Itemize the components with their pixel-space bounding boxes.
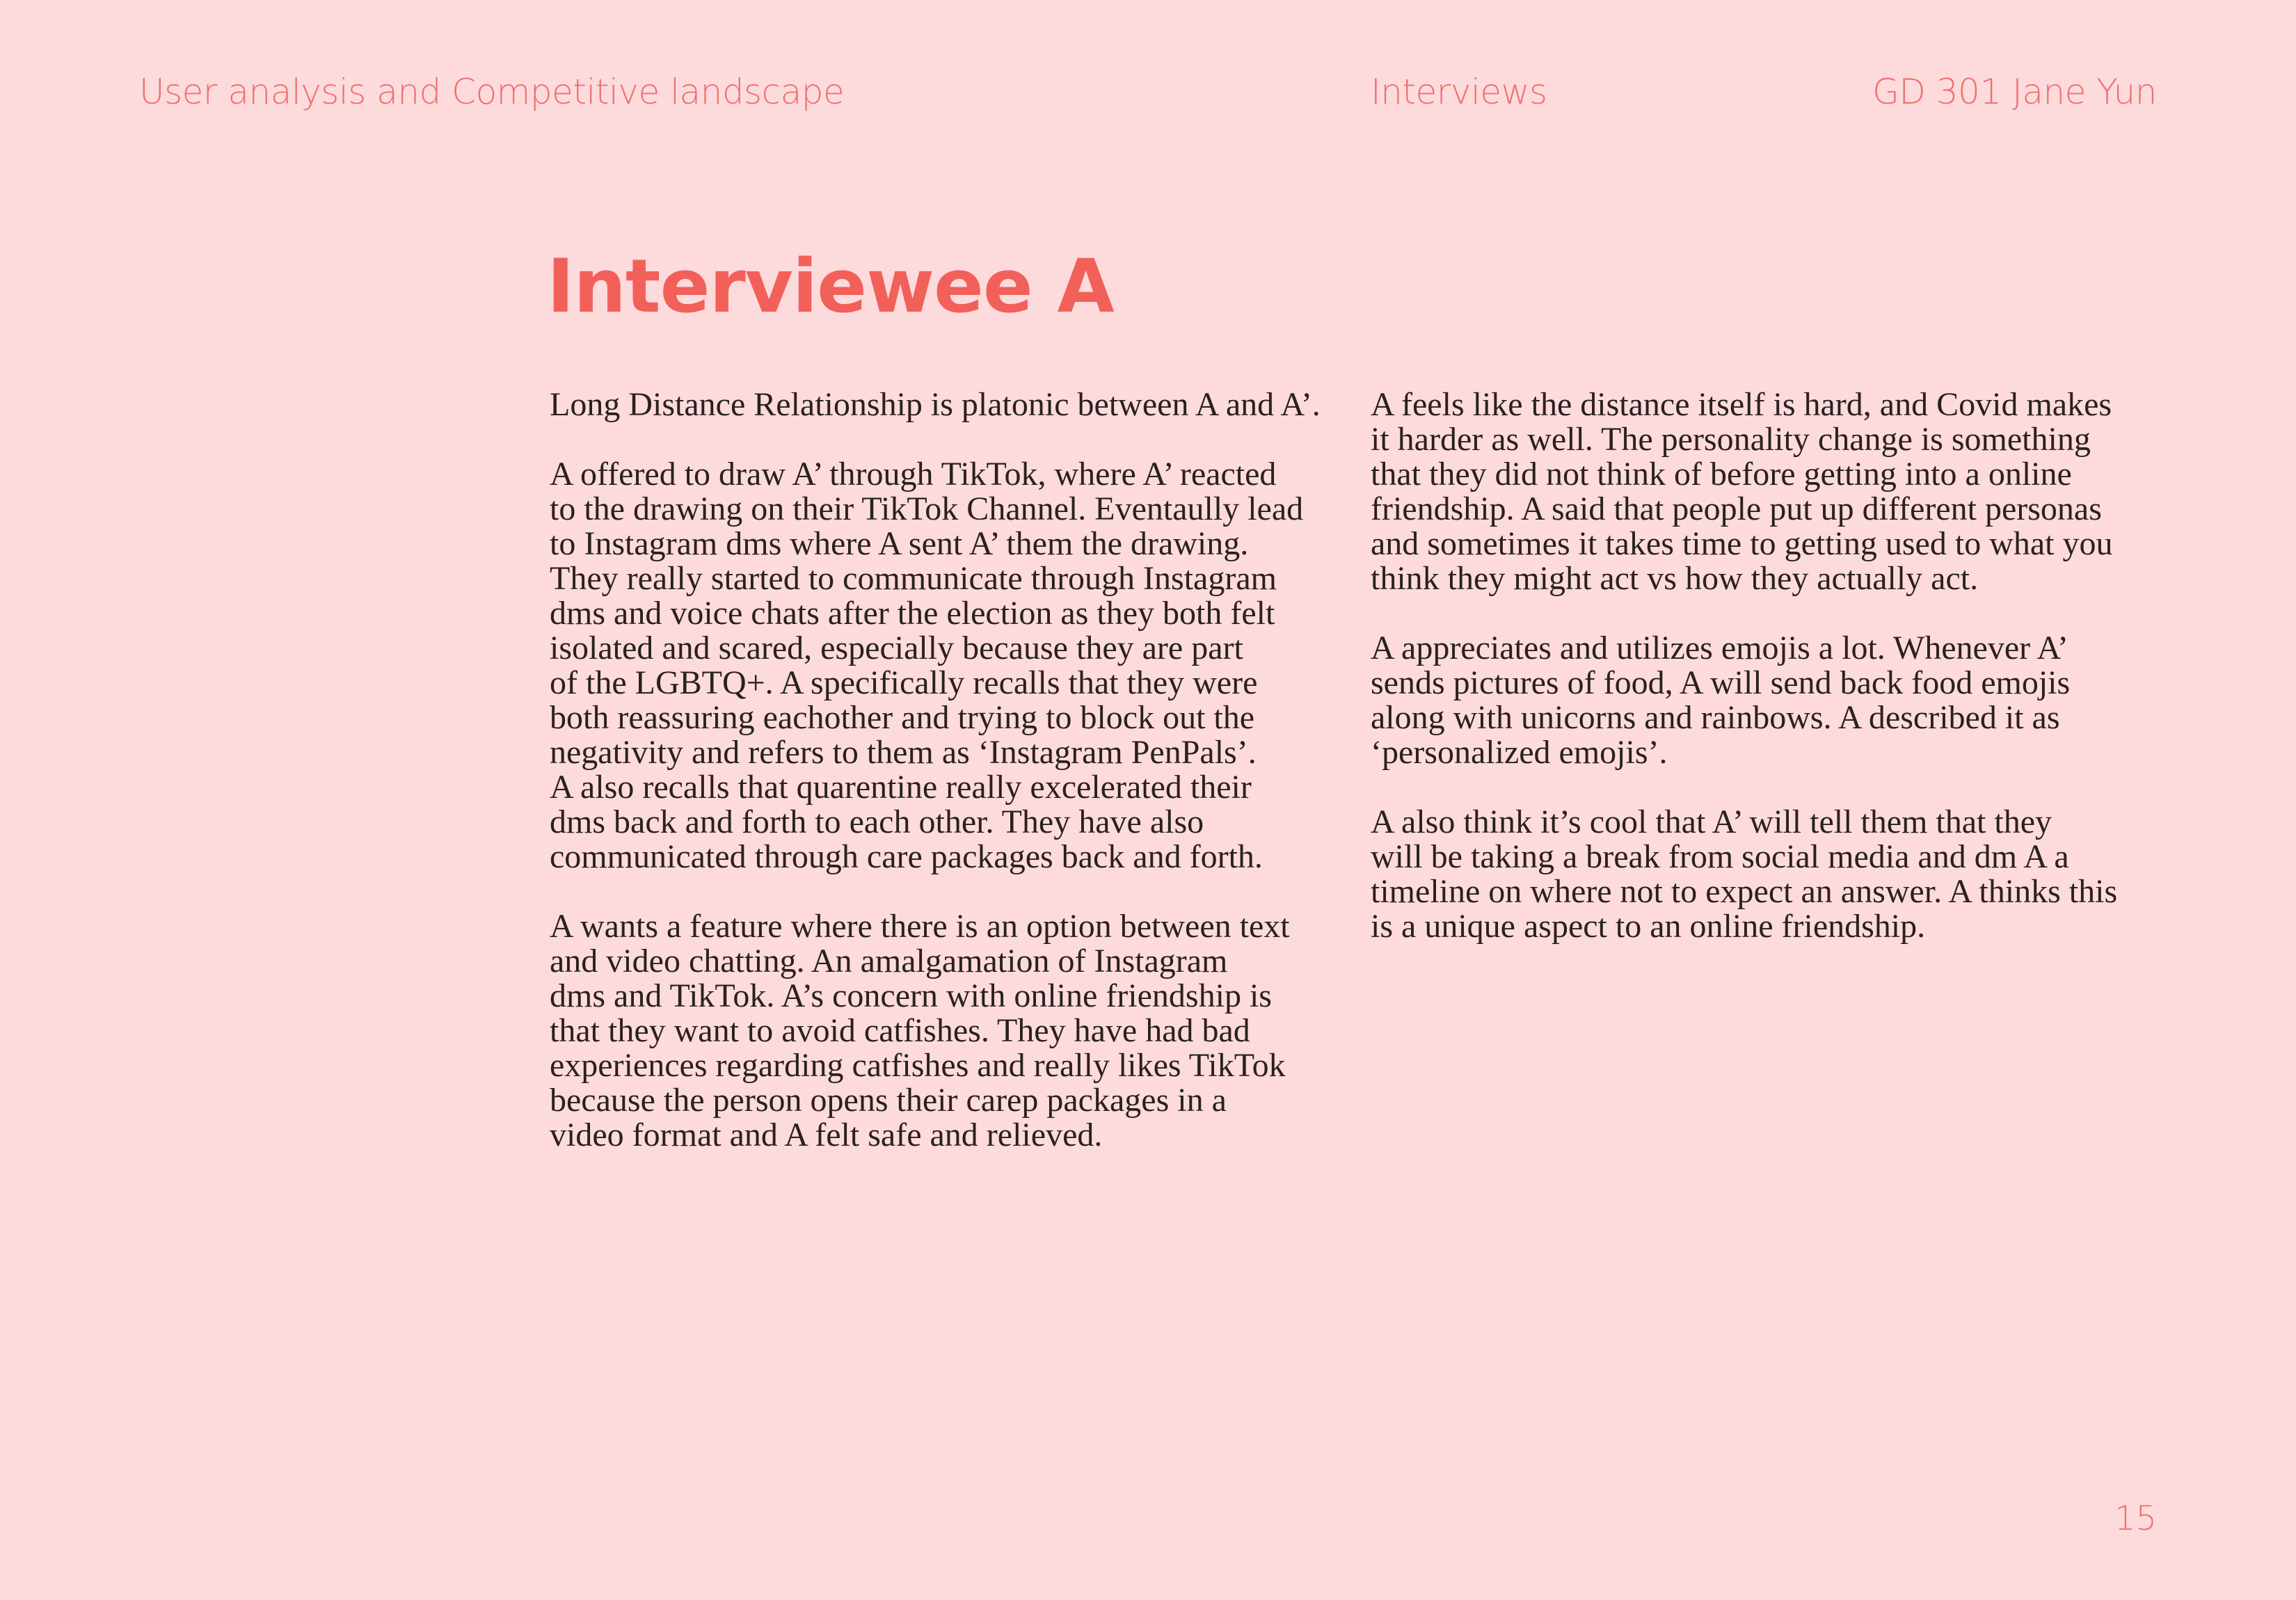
- text-line: A appreciates and utilizes emojis a lot. Whenever A’: [1371, 630, 2068, 666]
- text-line: dms and voice chats after the election as they both felt: [550, 595, 1275, 632]
- text-line: because the person opens their carep packages in a: [550, 1082, 1227, 1119]
- right-text-column: [1371, 387, 2171, 979]
- text-line: isolated and scared, especially because they are part: [550, 630, 1243, 666]
- paragraph: [550, 909, 1364, 1153]
- text-line: along with unicorns and rainbows. A described it as: [1371, 699, 2060, 736]
- text-line: and sometimes it takes time to getting used to what you: [1371, 525, 2113, 562]
- paragraph: [1371, 387, 2171, 596]
- text-line: ‘personalized emojis’.: [1371, 734, 1668, 771]
- text-line: negativity and refers to them as ‘Instagram PenPals’.: [550, 734, 1257, 771]
- text-line: sends pictures of food, A will send back food emojis: [1371, 664, 2071, 701]
- text-line: to Instagram dms where A sent A’ them the drawing.: [550, 525, 1249, 562]
- text-line: that they want to avoid catfishes. They have had bad: [550, 1012, 1250, 1049]
- text-line: A also recalls that quarentine really excelerated their: [550, 769, 1252, 806]
- text-line: A wants a feature where there is an option between text: [550, 908, 1290, 945]
- text-line: to the drawing on their TikTok Channel. Eventaully lead: [550, 490, 1304, 527]
- text-line: will be taking a break from social media and dm A a: [1371, 838, 2069, 875]
- text-line: think they might act vs how they actually act.: [1371, 560, 1979, 597]
- header-chapter-title: Interviews: [1371, 72, 1547, 112]
- text-line: is a unique aspect to an online friendship.: [1371, 908, 1926, 945]
- text-line: communicated through care packages back and forth.: [550, 838, 1263, 875]
- paragraph: [1371, 805, 2171, 944]
- page-number: 15: [2114, 1499, 2157, 1538]
- text-line: They really started to communicate through Instagram: [550, 560, 1277, 597]
- paragraph: [550, 387, 1364, 422]
- text-line: both reassuring eachother and trying to block out the: [550, 699, 1255, 736]
- paragraph: [1371, 631, 2171, 770]
- text-line: friendship. A said that people put up different personas: [1371, 490, 2102, 527]
- left-text-column: [550, 387, 1364, 1187]
- header-author: GD 301 Jane Yun: [1872, 72, 2157, 112]
- text-line: of the LGBTQ+. A specifically recalls that they were: [550, 664, 1258, 701]
- page-title: Interviewee A: [547, 243, 1114, 329]
- header-section-title: User analysis and Competitive landscape: [139, 72, 845, 112]
- text-line: Long Distance Relationship is platonic between A and A’.: [550, 386, 1321, 423]
- text-line: A also think it’s cool that A’ will tell them that they: [1371, 803, 2052, 840]
- text-line: that they did not think of before getting into a online: [1371, 456, 2072, 493]
- text-line: A offered to draw A’ through TikTok, where A’ reacted: [550, 456, 1277, 493]
- text-line: dms and TikTok. A’s concern with online friendship is: [550, 977, 1272, 1014]
- text-line: video format and A felt safe and relieved.: [550, 1117, 1103, 1153]
- text-line: A feels like the distance itself is hard, and Covid makes: [1371, 386, 2112, 423]
- text-line: timeline on where not to expect an answer. A thinks this: [1371, 873, 2118, 910]
- text-line: it harder as well. The personality change is something: [1371, 421, 2091, 458]
- text-line: experiences regarding catfishes and really likes TikTok: [550, 1047, 1286, 1084]
- paragraph: [550, 457, 1364, 874]
- text-line: and video chatting. An amalgamation of Instagram: [550, 943, 1228, 979]
- text-line: dms back and forth to each other. They have also: [550, 803, 1204, 840]
